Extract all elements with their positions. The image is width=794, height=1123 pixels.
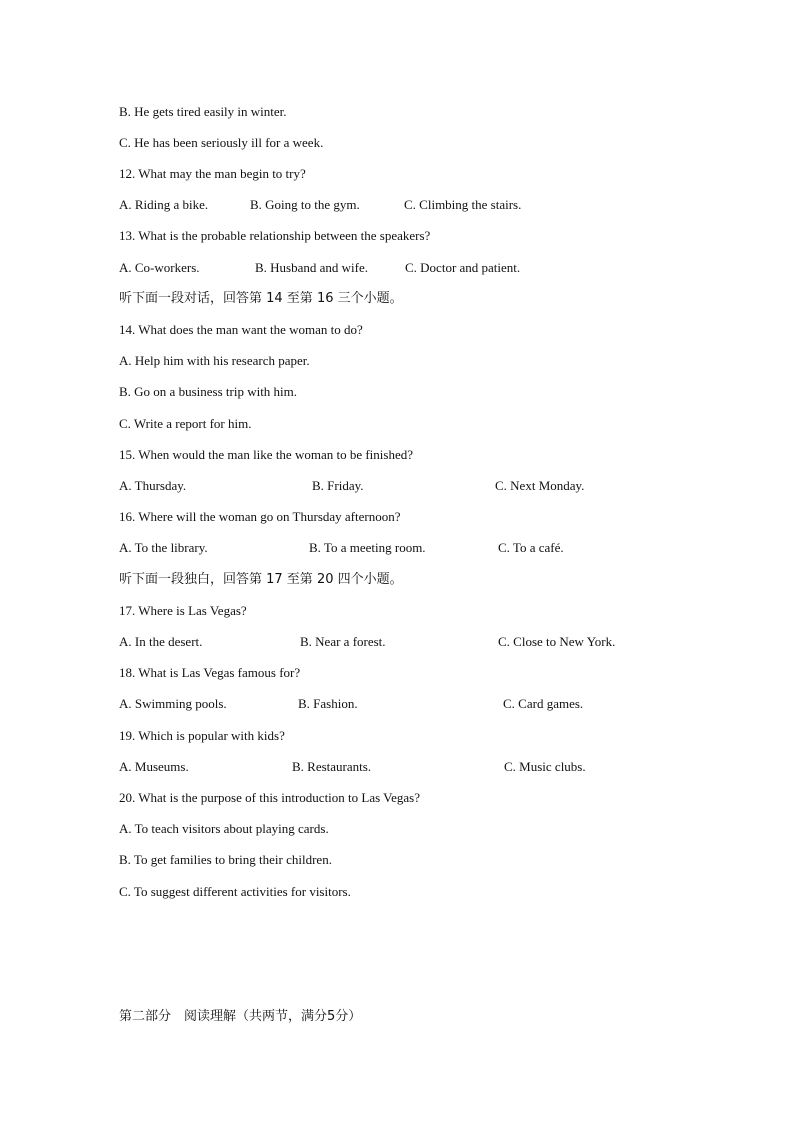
q20-option-b: B. To get families to bring their children.: [119, 852, 332, 867]
q13-option-a: A. Co-workers.: [119, 260, 200, 275]
question-16: 16. Where will the woman go on Thursday afternoon?: [119, 509, 401, 524]
question-17: 17. Where is Las Vegas?: [119, 603, 247, 618]
q16-option-b: B. To a meeting room.: [309, 540, 426, 555]
q12-option-c: C. Climbing the stairs.: [404, 197, 522, 212]
q18-option-a: A. Swimming pools.: [119, 696, 227, 711]
section-instruction-14-16: 听下面一段对话，回答第 14 至第 16 三个小题。: [119, 291, 403, 306]
q20-option-a: A. To teach visitors about playing cards.: [119, 821, 329, 836]
q16-option-c: C. To a café.: [498, 540, 564, 555]
q17-option-a: A. In the desert.: [119, 634, 203, 649]
q12-option-b: B. Going to the gym.: [250, 197, 360, 212]
question-13: 13. What is the probable relationship between the speakers?: [119, 228, 431, 243]
question-12: 12. What may the man begin to try?: [119, 166, 306, 181]
q19-option-a: A. Museums.: [119, 759, 189, 774]
q14-option-c: C. Write a report for him.: [119, 416, 252, 431]
q15-option-c: C. Next Monday.: [495, 478, 585, 493]
q14-option-b: B. Go on a business trip with him.: [119, 384, 298, 399]
q17-option-b: B. Near a forest.: [300, 634, 386, 649]
part-two-heading: 第二部分 阅读理解（共两节，满分5分）: [119, 1009, 362, 1024]
q17-option-c: C. Close to New York.: [498, 634, 616, 649]
q14-option-a: A. Help him with his research paper.: [119, 353, 310, 368]
question-18: 18. What is Las Vegas famous for?: [119, 665, 301, 680]
q13-option-c: C. Doctor and patient.: [405, 260, 521, 275]
q11-option-b: B. He gets tired easily in winter.: [119, 104, 287, 119]
q16-option-a: A. To the library.: [119, 540, 208, 555]
q18-option-b: B. Fashion.: [298, 696, 358, 711]
q18-option-c: C. Card games.: [503, 696, 584, 711]
q13-option-b: B. Husband and wife.: [255, 260, 369, 275]
q19-option-b: B. Restaurants.: [292, 759, 372, 774]
q19-option-c: C. Music clubs.: [504, 759, 586, 774]
q15-option-b: B. Friday.: [312, 478, 364, 493]
section-instruction-17-20: 听下面一段独白，回答第 17 至第 20 四个小题。: [119, 572, 403, 587]
q12-option-a: A. Riding a bike.: [119, 197, 209, 212]
question-20: 20. What is the purpose of this introduction to Las Vegas?: [119, 790, 420, 805]
q15-option-a: A. Thursday.: [119, 478, 187, 493]
question-15: 15. When would the man like the woman to be finished?: [119, 447, 413, 462]
q20-option-c: C. To suggest different activities for visitors.: [119, 884, 351, 899]
question-14: 14. What does the man want the woman to do?: [119, 322, 363, 337]
q11-option-c: C. He has been seriously ill for a week.: [119, 135, 324, 150]
question-19: 19. Which is popular with kids?: [119, 728, 285, 743]
